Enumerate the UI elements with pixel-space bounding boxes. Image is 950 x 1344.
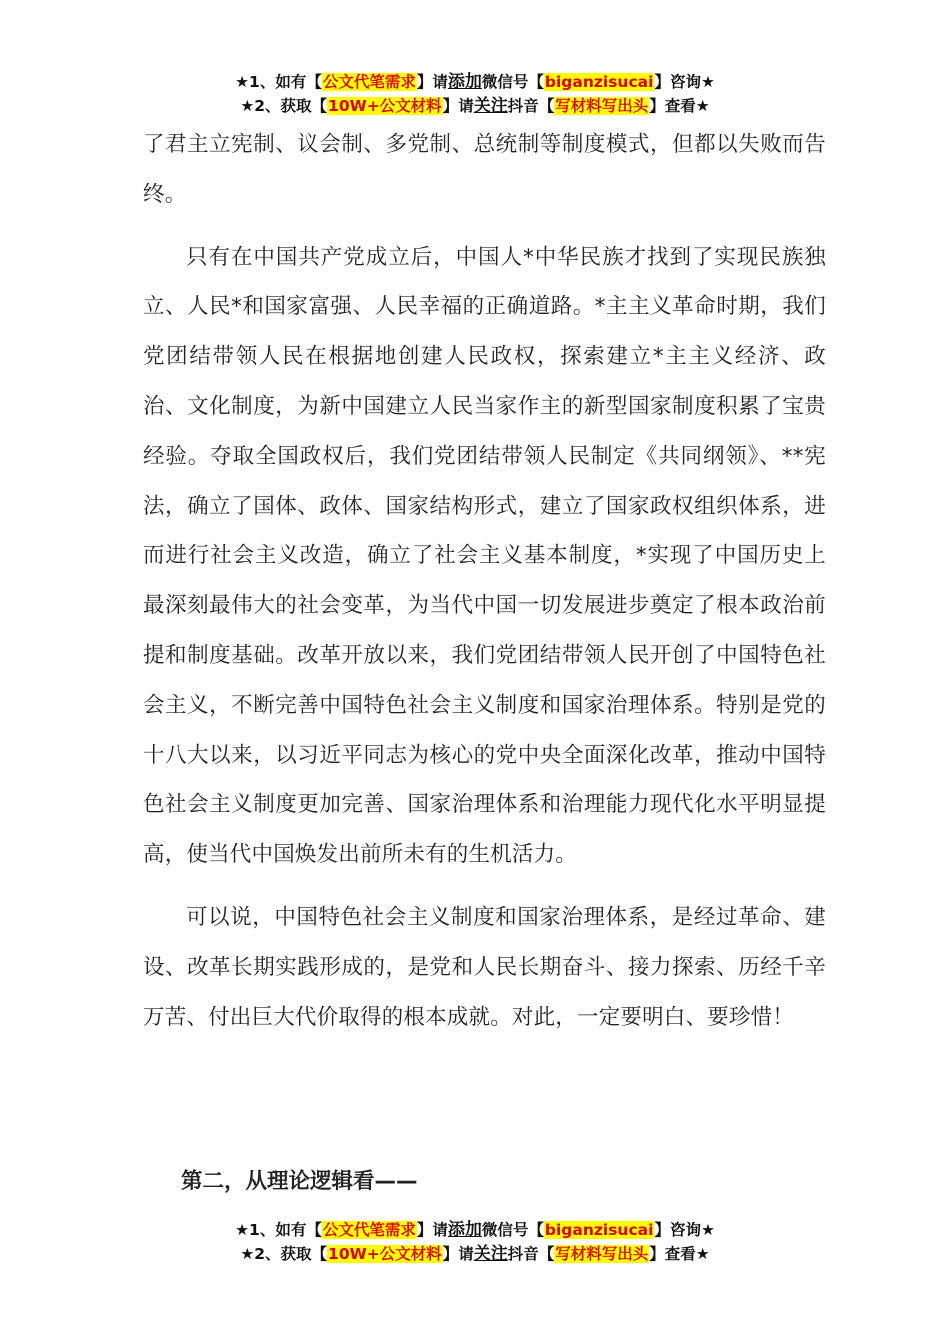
promo-text: 】请 — [442, 97, 474, 115]
promo-highlight: 公文代笔需求 — [322, 1221, 416, 1239]
promo-highlight: 10W+公文材料 — [328, 1245, 442, 1263]
promo-text: 】查看★ — [649, 97, 710, 115]
promo-text: 】请 — [416, 73, 448, 91]
promo-underlined: 添加 — [447, 72, 482, 92]
paragraph: 了君主立宪制、议会制、多党制、总统制等制度模式，但都以失败而告终。 — [143, 132, 826, 207]
promo-underlined: 关注 — [473, 96, 508, 116]
promo-line-1 — [0, 70, 950, 94]
promo-highlight: 写材料写出头 — [555, 97, 649, 115]
promo-text: 】请 — [442, 1245, 474, 1263]
promo-highlight: biganzisucai — [544, 1221, 654, 1239]
promo-text: 抖音【 — [507, 97, 555, 115]
promo-highlight: 公文代笔需求 — [322, 73, 416, 91]
promo-highlight: biganzisucai — [544, 73, 654, 91]
promo-banner-bottom — [0, 1218, 950, 1266]
promo-underlined: 关注 — [473, 1244, 508, 1264]
promo-underlined: 添加 — [447, 1220, 482, 1240]
promo-highlight: 10W+公文材料 — [328, 97, 442, 115]
paragraph-gap — [143, 220, 826, 233]
promo-highlight: 写材料写出头 — [555, 1245, 649, 1263]
paragraph: 只有在中国共产党成立后，中国人*中华民族才找到了实现民族独立、人民*和国家富强、人民幸福的正确道路。*主主义革命时期，我们党团结带领人民在根据地创建人民政权，探索建立*主主义经济、政治、文化制度，为新中国建立人民当家作主的新型国家制度积累了宝贵经验。夺取全国政权后，我们党团结带领人民制定《共同纲领》、**宪法，确立了国体、政体、国家结构形式，建立了国家政权组织体系，进而进行社会主义改造，确立了社会主义基本制度，*实现了中国历史上最深刻最伟大的社会变革，为当代中国一切发展进步奠定了根本政治前提和制度基础。改革开放以来，我们党团结带领人民开创了中国特色社会主义，不断完善中国特色社会主义制度和国家治理体系。特别是党的十八大以来，以习近平同志为核心的党中央全面深化改革，推动中国特色社会主义制度更加完善、国家治理体系和治理能力现代化水平明显提高，使当代中国焕发出前所未有的生机活力。 — [143, 244, 826, 868]
paragraph-gap — [143, 880, 826, 893]
promo-text: ★2、获取【 — [240, 97, 328, 115]
paragraph: 可以说，中国特色社会主义制度和国家治理体系，是经过革命、建设、改革长期实践形成的，是党和人民长期奋斗、接力探索、历经千辛万苦、付出巨大代价取得的根本成就。对此，一定要明白、要珍惜！ — [143, 904, 826, 1030]
promo-text: 微信号【 — [481, 73, 544, 91]
promo-text: 】查看★ — [649, 1245, 710, 1263]
promo-text: 抖音【 — [507, 1245, 555, 1263]
promo-line-2 — [0, 94, 950, 118]
promo-text: 】咨询★ — [654, 1221, 715, 1239]
promo-line-1 — [0, 1218, 950, 1242]
promo-text: ★2、获取【 — [240, 1245, 328, 1263]
section-heading: 第二，从理论逻辑看—— — [181, 1169, 418, 1194]
promo-text: 微信号【 — [481, 1221, 544, 1239]
promo-line-2 — [0, 1242, 950, 1266]
promo-text: ★1、如有【 — [235, 1221, 322, 1239]
promo-text: ★1、如有【 — [235, 73, 322, 91]
promo-text: 】咨询★ — [654, 73, 715, 91]
document-body — [143, 120, 826, 1042]
promo-banner-top — [0, 70, 950, 118]
promo-text: 】请 — [416, 1221, 448, 1239]
